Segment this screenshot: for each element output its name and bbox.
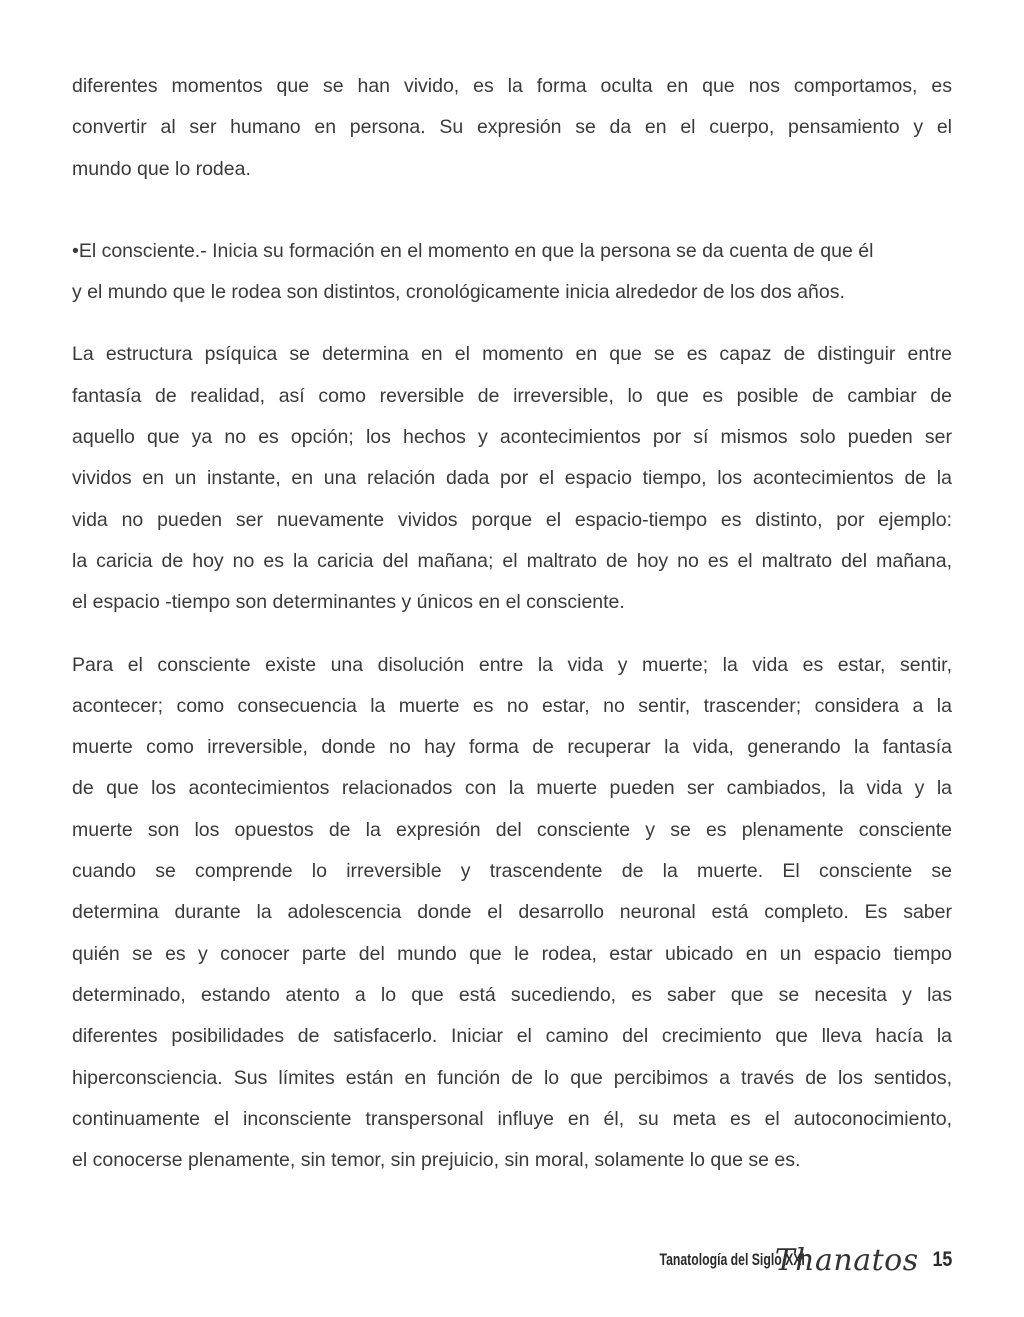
paragraph-1 — [72, 66, 952, 190]
page-footer — [603, 1240, 952, 1280]
paragraph-line: mundo que lo rodea. — [72, 157, 251, 180]
paragraph-line: el conocerse plenamente, sin temor, sin prejuicio, sin moral, solamente lo que se es. — [72, 1149, 801, 1172]
paragraph-line: el espacio -tiempo son determinantes y únicos en el consciente. — [72, 591, 625, 614]
paragraph-line: diferentes momentos que se han vivido, es la forma oculta en que nos comportamos, es — [72, 75, 952, 97]
paragraph-line: •El consciente.- Inicia su formación en el momento en que la persona se da cuenta de que él — [72, 239, 874, 262]
paragraph-line: de que los acontecimientos relacionados con la muerte pueden ser cambiados, la vida y la — [72, 777, 952, 800]
paragraph-2 — [72, 231, 952, 314]
paragraph-4 — [72, 645, 952, 1182]
paragraph-line: La estructura psíquica se determina en el momento en que se es capaz de distinguir entre — [72, 343, 952, 366]
paragraph-3 — [72, 334, 952, 623]
paragraph-line: muerte como irreversible, donde no hay forma de recuperar la vida, generando la fantasía — [72, 736, 952, 759]
paragraph-line: cuando se comprende lo irreversible y trascendente de la muerte. El consciente se — [72, 860, 952, 883]
paragraph-spacer — [72, 313, 952, 334]
journal-title: Tanatología del Siglo XXI — [659, 1250, 805, 1269]
paragraph-line: quién se es y conocer parte del mundo que le rodea, estar ubicado en un espacio tiempo — [72, 942, 952, 965]
paragraph-line: diferentes posibilidades de satisfacerlo. Iniciar el camino del crecimiento que lleva hacía la — [72, 1025, 952, 1048]
paragraph-line: convertir al ser humano en persona. Su expresión se da en el cuerpo, pensamiento y el — [72, 116, 952, 139]
paragraph-line: continuamente el inconsciente transpersonal influye en él, su meta es el autoconocimiento, — [72, 1107, 952, 1130]
paragraph-line: acontecer; como consecuencia la muerte es no estar, no sentir, trascender; considera a la — [72, 694, 952, 717]
paragraph-line: la caricia de hoy no es la caricia del mañana; el maltrato de hoy no es el maltrato del mañana, — [72, 549, 952, 572]
paragraph-line: determina durante la adolescencia donde el desarrollo neuronal está completo. Es saber — [72, 901, 952, 924]
paragraph-line: vividos en un instante, en una relación dada por el espacio tiempo, los acontecimientos de la — [72, 467, 952, 490]
paragraph-line: muerte son los opuestos de la expresión del consciente y se es plenamente consciente — [72, 818, 952, 841]
brand-logo: Thanatos — [774, 1242, 919, 1278]
paragraph-line: y el mundo que le rodea son distintos, cronológicamente inicia alrededor de los dos años. — [72, 281, 845, 304]
paragraph-spacer — [72, 624, 952, 645]
paragraph-line: hiperconsciencia. Sus límites están en función de lo que percibimos a través de los sentidos, — [72, 1066, 952, 1089]
paragraph-spacer — [72, 190, 952, 231]
page-body — [72, 66, 952, 1181]
paragraph-line: Para el consciente existe una disolución entre la vida y muerte; la vida es estar, sentir, — [72, 653, 952, 676]
paragraph-line: fantasía de realidad, así como reversible de irreversible, lo que es posible de cambiar de — [72, 384, 952, 407]
paragraph-line: determinado, estando atento a lo que está sucediendo, es saber que se necesita y las — [72, 983, 952, 1006]
paragraph-line: vida no pueden ser nuevamente vividos porque el espacio-tiempo es distinto, por ejemplo: — [72, 508, 952, 531]
paragraph-line: aquello que ya no es opción; los hechos y acontecimientos por sí mismos solo pueden ser — [72, 426, 952, 449]
page-number: 15 — [932, 1248, 952, 1271]
